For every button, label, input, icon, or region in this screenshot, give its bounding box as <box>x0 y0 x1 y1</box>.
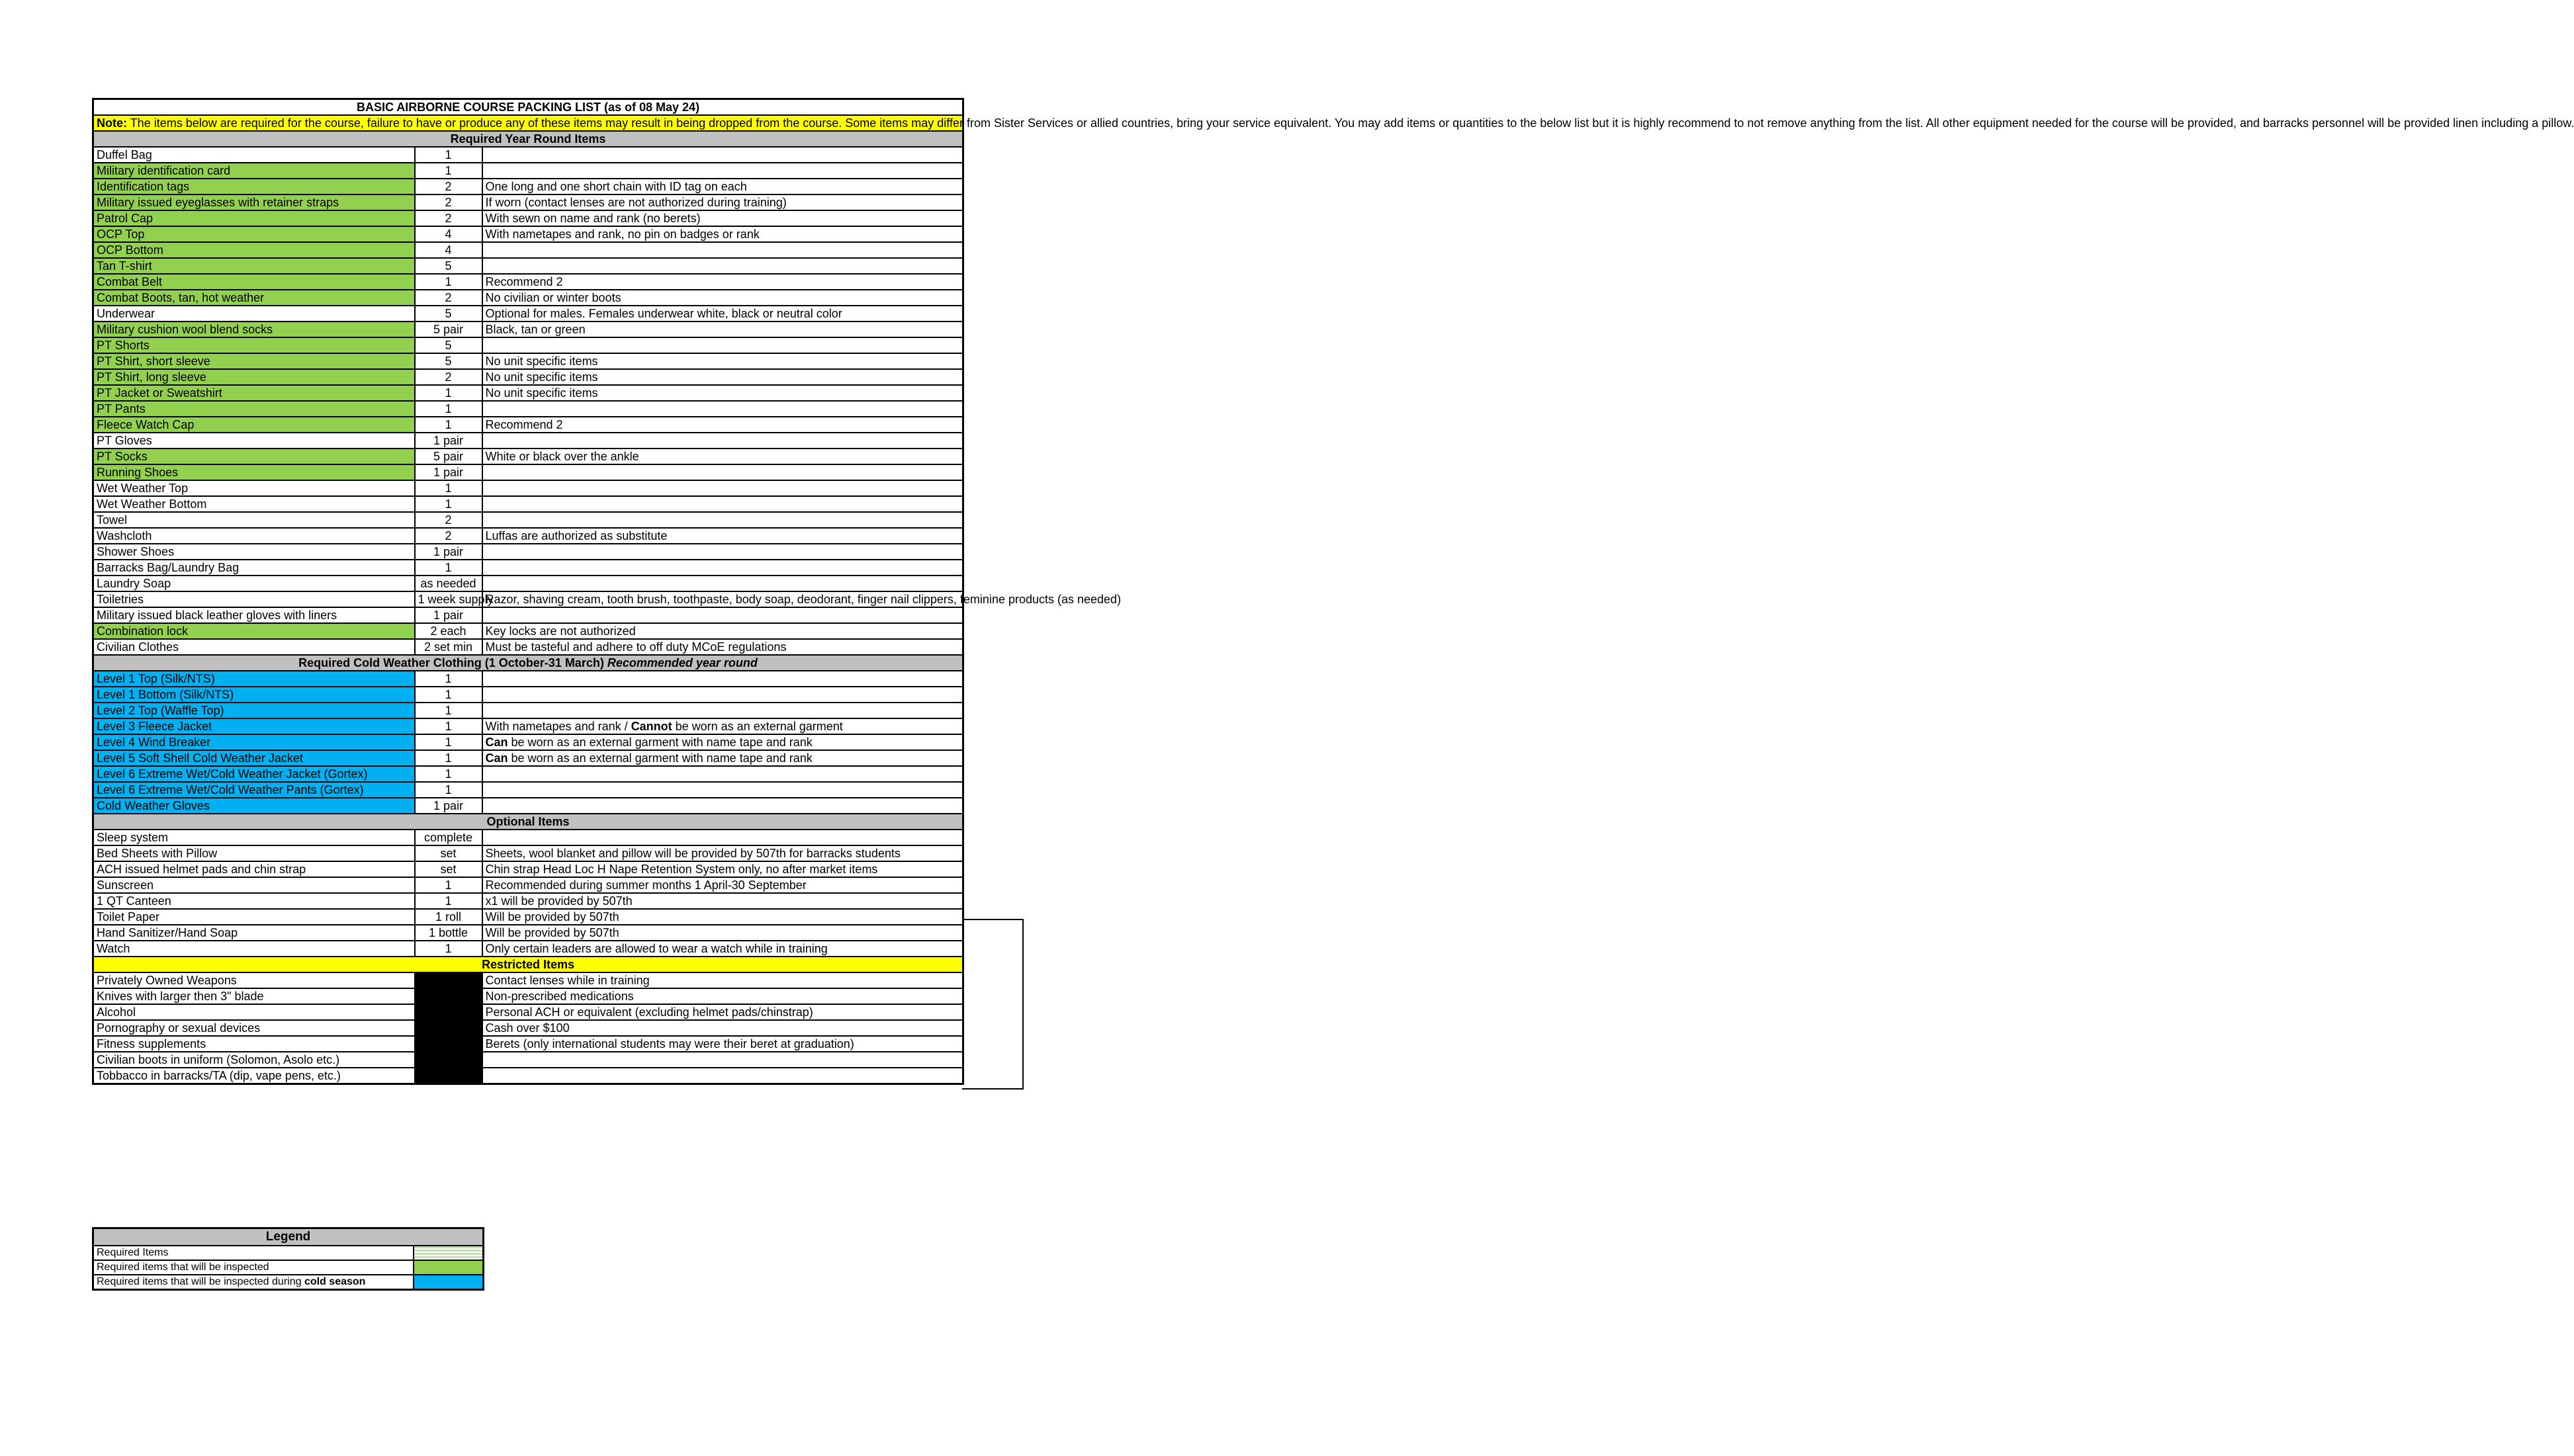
item-note <box>482 496 963 512</box>
table-row <box>93 893 963 909</box>
table-row <box>93 258 963 274</box>
table-row <box>93 369 963 385</box>
table-row <box>93 766 963 782</box>
item-note-bold: Can <box>485 736 508 749</box>
legend-swatch <box>414 1260 484 1275</box>
item-name: PT Gloves <box>93 433 415 449</box>
item-qty: 1 <box>415 274 482 290</box>
table-row <box>93 671 963 687</box>
section-header-cold-weather-italic: Recommended year round <box>607 656 758 669</box>
item-qty: 5 <box>415 306 482 321</box>
note-banner <box>93 115 2574 131</box>
item-name: 1 QT Canteen <box>93 893 415 909</box>
item-note: Recommend 2 <box>482 274 963 290</box>
table-row <box>93 321 963 337</box>
table-row <box>93 306 963 321</box>
item-qty: 1 <box>415 766 482 782</box>
item-name: Barracks Bag/Laundry Bag <box>93 560 415 576</box>
item-note: One long and one short chain with ID tag on each <box>482 179 963 194</box>
item-name: Wet Weather Bottom <box>93 496 415 512</box>
item-note: No unit specific items <box>482 353 963 369</box>
item-name: Duffel Bag <box>93 147 415 163</box>
item-note <box>482 703 963 718</box>
restricted-item-right: Cash over $100 <box>482 1020 963 1036</box>
item-name: PT Shirt, long sleeve <box>93 369 415 385</box>
table-row <box>93 703 963 718</box>
table-row <box>93 480 963 496</box>
restricted-item-right: Non-prescribed medications <box>482 988 963 1004</box>
packing-list-sheet <box>92 98 2574 1085</box>
item-qty: 2 <box>415 528 482 544</box>
item-name: Patrol Cap <box>93 210 415 226</box>
item-qty: complete <box>415 830 482 845</box>
table-row <box>93 734 963 750</box>
item-qty: 2 <box>415 210 482 226</box>
table-row <box>93 163 963 179</box>
item-name: Hand Sanitizer/Hand Soap <box>93 925 415 941</box>
item-name: Washcloth <box>93 528 415 544</box>
section-header-year-round <box>93 131 963 147</box>
item-note: No unit specific items <box>482 369 963 385</box>
item-note <box>482 576 963 591</box>
packing-list-table <box>92 98 2574 1085</box>
restricted-item: Pornography or sexual devices <box>93 1020 415 1036</box>
table-row <box>93 909 963 925</box>
item-qty: 1 pair <box>415 464 482 480</box>
item-name: Combination lock <box>93 623 415 639</box>
item-qty: 4 <box>415 242 482 258</box>
section-header-restricted-text: Restricted Items <box>481 958 575 971</box>
item-name: ACH issued helmet pads and chin strap <box>93 861 415 877</box>
item-note: Key locks are not authorized <box>482 623 963 639</box>
section-header-cold-weather <box>93 655 963 671</box>
legend-swatch <box>414 1275 484 1290</box>
item-note-bold: Can <box>485 751 508 765</box>
item-name: PT Socks <box>93 449 415 464</box>
table-row <box>93 1004 963 1020</box>
table-row <box>93 353 963 369</box>
item-qty: 5 <box>415 353 482 369</box>
item-qty: 1 <box>415 560 482 576</box>
table-row <box>93 210 963 226</box>
item-note-text: be worn as an external garment <box>672 720 843 733</box>
item-qty: 1 pair <box>415 607 482 623</box>
table-row <box>93 687 963 703</box>
item-name: Level 4 Wind Breaker <box>93 734 415 750</box>
table-row <box>93 528 963 544</box>
item-qty: 1 <box>415 893 482 909</box>
title-text: BASIC AIRBORNE COURSE PACKING LIST <box>356 101 601 114</box>
table-row <box>93 718 963 734</box>
table-row <box>93 750 963 766</box>
item-note: x1 will be provided by 507th <box>482 893 963 909</box>
restricted-block <box>415 1052 482 1068</box>
table-row <box>93 941 963 957</box>
item-note-pre: With nametapes and rank / <box>485 720 631 733</box>
item-name: Level 6 Extreme Wet/Cold Weather Jacket (Gortex) <box>93 766 415 782</box>
item-qty: 1 <box>415 147 482 163</box>
restricted-item: Civilian boots in uniform (Solomon, Asolo etc.) <box>93 1052 415 1068</box>
item-note <box>482 671 963 687</box>
legend-row <box>93 1275 484 1290</box>
item-name: Fleece Watch Cap <box>93 417 415 433</box>
item-name: PT Shorts <box>93 337 415 353</box>
restricted-block <box>415 1036 482 1052</box>
item-name: Level 6 Extreme Wet/Cold Weather Pants (Gortex) <box>93 782 415 798</box>
item-name: Identification tags <box>93 179 415 194</box>
item-name: Cold Weather Gloves <box>93 798 415 814</box>
item-name: PT Jacket or Sweatshirt <box>93 385 415 401</box>
item-qty: 1 <box>415 750 482 766</box>
table-row <box>93 623 963 639</box>
section-header-restricted <box>93 957 963 972</box>
item-note: Luffas are authorized as substitute <box>482 528 963 544</box>
item-name: Combat Boots, tan, hot weather <box>93 290 415 306</box>
item-name: Combat Belt <box>93 274 415 290</box>
table-row <box>93 433 963 449</box>
item-name: Military issued black leather gloves with liners <box>93 607 415 623</box>
legend-label-text: Required items that will be inspected during <box>97 1276 304 1287</box>
item-qty: 1 <box>415 941 482 957</box>
item-note: Will be provided by 507th <box>482 925 963 941</box>
table-row <box>93 639 963 655</box>
table-row <box>93 560 963 576</box>
restricted-block <box>415 1068 482 1084</box>
item-name: Sleep system <box>93 830 415 845</box>
item-qty: 1 week supply <box>415 591 482 607</box>
section-header-year-round-text: Required Year Round Items <box>450 132 606 146</box>
item-qty: 1 <box>415 163 482 179</box>
restricted-item-right: Contact lenses while in training <box>482 972 963 988</box>
item-note: With sewn on name and rank (no berets) <box>482 210 963 226</box>
optional-items-bracket <box>962 919 1024 1090</box>
item-name: Watch <box>93 941 415 957</box>
section-header-optional <box>93 814 963 830</box>
legend <box>92 1227 482 1291</box>
item-name: Running Shoes <box>93 464 415 480</box>
table-row <box>93 147 963 163</box>
note-label: Note: <box>97 116 127 130</box>
table-row <box>93 401 963 417</box>
table-row <box>93 782 963 798</box>
restricted-block <box>415 988 482 1004</box>
restricted-item: Privately Owned Weapons <box>93 972 415 988</box>
item-qty: 2 <box>415 194 482 210</box>
item-note <box>482 687 963 703</box>
item-name: Underwear <box>93 306 415 321</box>
item-note <box>482 480 963 496</box>
item-note: Sheets, wool blanket and pillow will be provided by 507th for barracks students <box>482 845 963 861</box>
item-note <box>482 718 963 734</box>
table-row <box>93 242 963 258</box>
restricted-item: Alcohol <box>93 1004 415 1020</box>
table-row <box>93 449 963 464</box>
item-qty: 1 <box>415 734 482 750</box>
item-name: Shower Shoes <box>93 544 415 560</box>
restricted-item: Fitness supplements <box>93 1036 415 1052</box>
item-name: OCP Top <box>93 226 415 242</box>
table-row <box>93 290 963 306</box>
restricted-item: Tobbacco in barracks/TA (dip, vape pens, etc.) <box>93 1068 415 1084</box>
item-name: Level 5 Soft Shell Cold Weather Jacket <box>93 750 415 766</box>
item-qty: 2 <box>415 512 482 528</box>
legend-label-bold: cold season <box>304 1276 366 1287</box>
item-qty: 5 pair <box>415 321 482 337</box>
item-name: Civilian Clothes <box>93 639 415 655</box>
item-note: With nametapes and rank, no pin on badges or rank <box>482 226 963 242</box>
item-qty: 2 each <box>415 623 482 639</box>
restricted-block <box>415 1020 482 1036</box>
legend-label <box>93 1275 414 1290</box>
item-name: Level 1 Bottom (Silk/NTS) <box>93 687 415 703</box>
table-row <box>93 1020 963 1036</box>
item-name: Level 2 Top (Waffle Top) <box>93 703 415 718</box>
item-qty: 1 bottle <box>415 925 482 941</box>
table-row <box>93 988 963 1004</box>
item-name: Sunscreen <box>93 877 415 893</box>
item-name: Military cushion wool blend socks <box>93 321 415 337</box>
item-qty: 1 <box>415 877 482 893</box>
item-note-text: be worn as an external garment with name tape and rank <box>508 736 813 749</box>
restricted-block <box>415 1004 482 1020</box>
item-qty: 1 <box>415 782 482 798</box>
item-qty: 1 pair <box>415 798 482 814</box>
item-qty: 1 <box>415 671 482 687</box>
table-row <box>93 1052 963 1068</box>
item-name: Towel <box>93 512 415 528</box>
table-row <box>93 607 963 623</box>
item-note <box>482 798 963 814</box>
legend-label <box>93 1260 414 1275</box>
item-qty: 1 <box>415 401 482 417</box>
item-name: Toiletries <box>93 591 415 607</box>
table-row <box>93 274 963 290</box>
item-note: Will be provided by 507th <box>482 909 963 925</box>
item-qty: 1 <box>415 385 482 401</box>
item-qty: 2 <box>415 179 482 194</box>
item-note <box>482 782 963 798</box>
table-row <box>93 385 963 401</box>
table-row <box>93 512 963 528</box>
item-qty: 1 pair <box>415 433 482 449</box>
item-note: Recommend 2 <box>482 417 963 433</box>
table-row <box>93 861 963 877</box>
item-note: No civilian or winter boots <box>482 290 963 306</box>
item-qty: set <box>415 845 482 861</box>
item-name: Military issued eyeglasses with retainer straps <box>93 194 415 210</box>
table-row <box>93 972 963 988</box>
item-qty: 2 set min <box>415 639 482 655</box>
legend-row <box>93 1260 484 1275</box>
item-qty: 4 <box>415 226 482 242</box>
item-qty: 1 <box>415 417 482 433</box>
item-note <box>482 337 963 353</box>
note-text: The items below are required for the course, failure to have or produce any of these items may result in being dropped from the course. Some items may differ from Sister Services or allied countries, bring your service equivalent. You may add items or quantities to the below list but it is highly recommend to not remove anything from the list. All other equipment needed for the course will be provided, and barracks personnel will be provided linen including a pillow. <box>130 116 2574 130</box>
item-name: OCP Bottom <box>93 242 415 258</box>
legend-table <box>92 1227 484 1291</box>
item-note: Chin strap Head Loc H Nape Retention System only, no after market items <box>482 861 963 877</box>
item-note <box>482 258 963 274</box>
item-name: Military identification card <box>93 163 415 179</box>
item-note: Razor, shaving cream, tooth brush, toothpaste, body soap, deodorant, finger nail clippers, feminine products (as needed) <box>482 591 963 607</box>
item-note: White or black over the ankle <box>482 449 963 464</box>
item-note: Black, tan or green <box>482 321 963 337</box>
legend-label-text: Required Items <box>97 1247 169 1258</box>
item-name: Bed Sheets with Pillow <box>93 845 415 861</box>
item-note <box>482 734 963 750</box>
table-row <box>93 226 963 242</box>
item-name: Level 3 Fleece Jacket <box>93 718 415 734</box>
item-name: PT Pants <box>93 401 415 417</box>
table-row <box>93 179 963 194</box>
restricted-item-right: Personal ACH or equivalent (excluding helmet pads/chinstrap) <box>482 1004 963 1020</box>
title-date: (as of 08 May 24) <box>604 101 700 114</box>
item-name: Laundry Soap <box>93 576 415 591</box>
item-qty: 1 <box>415 496 482 512</box>
table-row <box>93 417 963 433</box>
item-qty: 5 <box>415 258 482 274</box>
legend-swatch <box>414 1246 484 1260</box>
item-note-text: be worn as an external garment with name tape and rank <box>508 751 813 765</box>
table-row <box>93 496 963 512</box>
section-header-cold-weather-text: Required Cold Weather Clothing (1 October-31 March) <box>298 656 604 669</box>
table-row <box>93 591 963 607</box>
legend-label <box>93 1246 414 1260</box>
restricted-item: Knives with larger then 3" blade <box>93 988 415 1004</box>
document-title <box>93 99 963 116</box>
table-row <box>93 337 963 353</box>
restricted-block <box>415 972 482 988</box>
item-qty: set <box>415 861 482 877</box>
item-note: Only certain leaders are allowed to wear a watch while in training <box>482 941 963 957</box>
item-note <box>482 163 963 179</box>
legend-row <box>93 1246 484 1260</box>
item-note <box>482 242 963 258</box>
table-row <box>93 544 963 560</box>
table-row <box>93 464 963 480</box>
table-row <box>93 845 963 861</box>
item-note: No unit specific items <box>482 385 963 401</box>
item-note-bold: Cannot <box>631 720 672 733</box>
item-name: Tan T-shirt <box>93 258 415 274</box>
item-note <box>482 433 963 449</box>
table-row <box>93 1036 963 1052</box>
item-qty: 1 <box>415 703 482 718</box>
item-note <box>482 830 963 845</box>
item-note <box>482 607 963 623</box>
item-note: Must be tasteful and adhere to off duty MCoE regulations <box>482 639 963 655</box>
item-name: PT Shirt, short sleeve <box>93 353 415 369</box>
restricted-item-right: Berets (only international students may were their beret at graduation) <box>482 1036 963 1052</box>
item-note: Optional for males. Females underwear white, black or neutral color <box>482 306 963 321</box>
table-row <box>93 877 963 893</box>
item-qty: 1 <box>415 687 482 703</box>
item-note <box>482 512 963 528</box>
item-note <box>482 544 963 560</box>
table-row <box>93 798 963 814</box>
item-qty: 5 <box>415 337 482 353</box>
item-name: Level 1 Top (Silk/NTS) <box>93 671 415 687</box>
item-qty: 2 <box>415 369 482 385</box>
table-row <box>93 1068 963 1084</box>
item-note <box>482 766 963 782</box>
item-note <box>482 464 963 480</box>
item-name: Wet Weather Top <box>93 480 415 496</box>
item-note <box>482 147 963 163</box>
item-note <box>482 750 963 766</box>
table-row <box>93 925 963 941</box>
item-qty: 5 pair <box>415 449 482 464</box>
table-row <box>93 194 963 210</box>
table-row <box>93 830 963 845</box>
item-qty: 1 <box>415 718 482 734</box>
item-note <box>482 401 963 417</box>
item-name: Toilet Paper <box>93 909 415 925</box>
restricted-item-right <box>482 1052 963 1068</box>
item-qty: as needed <box>415 576 482 591</box>
table-row <box>93 576 963 591</box>
item-qty: 1 pair <box>415 544 482 560</box>
item-note: Recommended during summer months 1 April-30 September <box>482 877 963 893</box>
item-qty: 1 <box>415 480 482 496</box>
restricted-item-right <box>482 1068 963 1084</box>
section-header-optional-text: Optional Items <box>486 815 570 828</box>
item-qty: 2 <box>415 290 482 306</box>
item-note <box>482 560 963 576</box>
item-note: If worn (contact lenses are not authorized during training) <box>482 194 963 210</box>
item-qty: 1 roll <box>415 909 482 925</box>
legend-label-text: Required items that will be inspected <box>97 1262 269 1273</box>
legend-header: Legend <box>93 1228 484 1246</box>
